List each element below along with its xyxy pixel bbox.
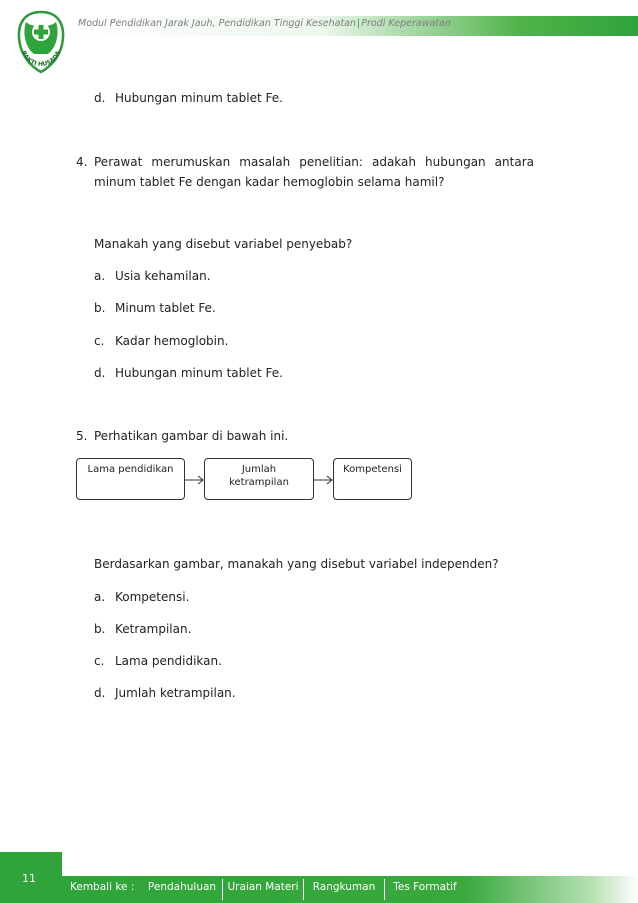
question-5-option-a	[94, 589, 189, 605]
bakti-husada-logo	[12, 8, 70, 78]
question-5-number: 5.	[76, 429, 88, 443]
option-text: Hubungan minum tablet Fe.	[115, 366, 283, 380]
option-text: Jumlah ketrampilan.	[115, 686, 236, 700]
option-label: d.	[94, 686, 106, 700]
option-text: Lama pendidikan.	[115, 654, 222, 668]
footer-nav	[62, 876, 638, 903]
diagram-box-label-line2: ketrampilan	[229, 477, 289, 488]
footer-link-pendahuluan[interactable]: Pendahuluan	[147, 881, 217, 893]
option-label: b.	[94, 301, 106, 315]
question-4-text: Perawat merumuskan masalah penelitian: adakah hubungan antara minum tablet Fe dengan kadar hemoglobin selama hamil?	[94, 155, 534, 189]
header-separator: |	[357, 18, 361, 29]
page-number: 11	[22, 872, 36, 885]
header-module-title: Modul Pendidikan Jarak Jauh, Pendidikan Tinggi Kesehatan	[78, 18, 357, 29]
question-4-option-d	[94, 365, 283, 381]
header-title	[78, 18, 451, 29]
diagram-box-label: Lama pendidikan	[87, 464, 174, 475]
option-label: a.	[94, 590, 106, 604]
option-text: Kadar hemoglobin.	[115, 334, 229, 348]
option-label: d.	[94, 91, 106, 105]
question-4-number: 4.	[76, 155, 88, 169]
diagram-box-lama-pendidikan	[76, 458, 185, 500]
option-text: Hubungan minum tablet Fe.	[115, 91, 283, 105]
footer-link-tes-formatif[interactable]: Tes Formatif	[393, 881, 457, 893]
question-5-text: Perhatikan gambar di bawah ini.	[94, 429, 289, 443]
question-5-option-c	[94, 653, 222, 669]
header-program: Prodi Keperawatan	[361, 18, 451, 29]
prev-option-d	[94, 90, 283, 106]
option-label: b.	[94, 622, 106, 636]
question-5-option-d	[94, 685, 236, 701]
question-4-option-b	[94, 300, 216, 316]
page-number-block	[0, 852, 62, 903]
option-text: Ketrampilan.	[115, 622, 192, 636]
diagram-box-label: Kompetensi	[343, 464, 402, 475]
footer-link-rangkuman[interactable]: Rangkuman	[312, 881, 376, 893]
question-4-option-a	[94, 268, 211, 284]
footer-back-label: Kembali ke :	[70, 881, 135, 893]
question-5-prompt: Berdasarkan gambar, manakah yang disebut variabel independen?	[94, 557, 499, 571]
option-text: Kompetensi.	[115, 590, 190, 604]
diagram-arrow-1	[185, 474, 205, 486]
question-5-option-b	[94, 621, 191, 637]
footer-link-uraian-materi[interactable]: Uraian Materi	[227, 881, 299, 893]
diagram-arrow-2	[314, 474, 334, 486]
question-4-prompt: Manakah yang disebut variabel penyebab?	[94, 237, 353, 251]
option-label: d.	[94, 366, 106, 380]
option-label: c.	[94, 654, 105, 668]
option-label: a.	[94, 269, 106, 283]
question-4-option-c	[94, 333, 228, 349]
diagram-box-jumlah-ketrampilan	[204, 458, 314, 500]
diagram-box-label-line1: Jumlah	[241, 464, 277, 475]
logo-text: BAKTI HUSADA	[19, 49, 63, 69]
diagram-box-kompetensi	[333, 458, 412, 500]
option-text: Minum tablet Fe.	[115, 301, 216, 315]
option-label: c.	[94, 334, 105, 348]
option-text: Usia kehamilan.	[115, 269, 211, 283]
